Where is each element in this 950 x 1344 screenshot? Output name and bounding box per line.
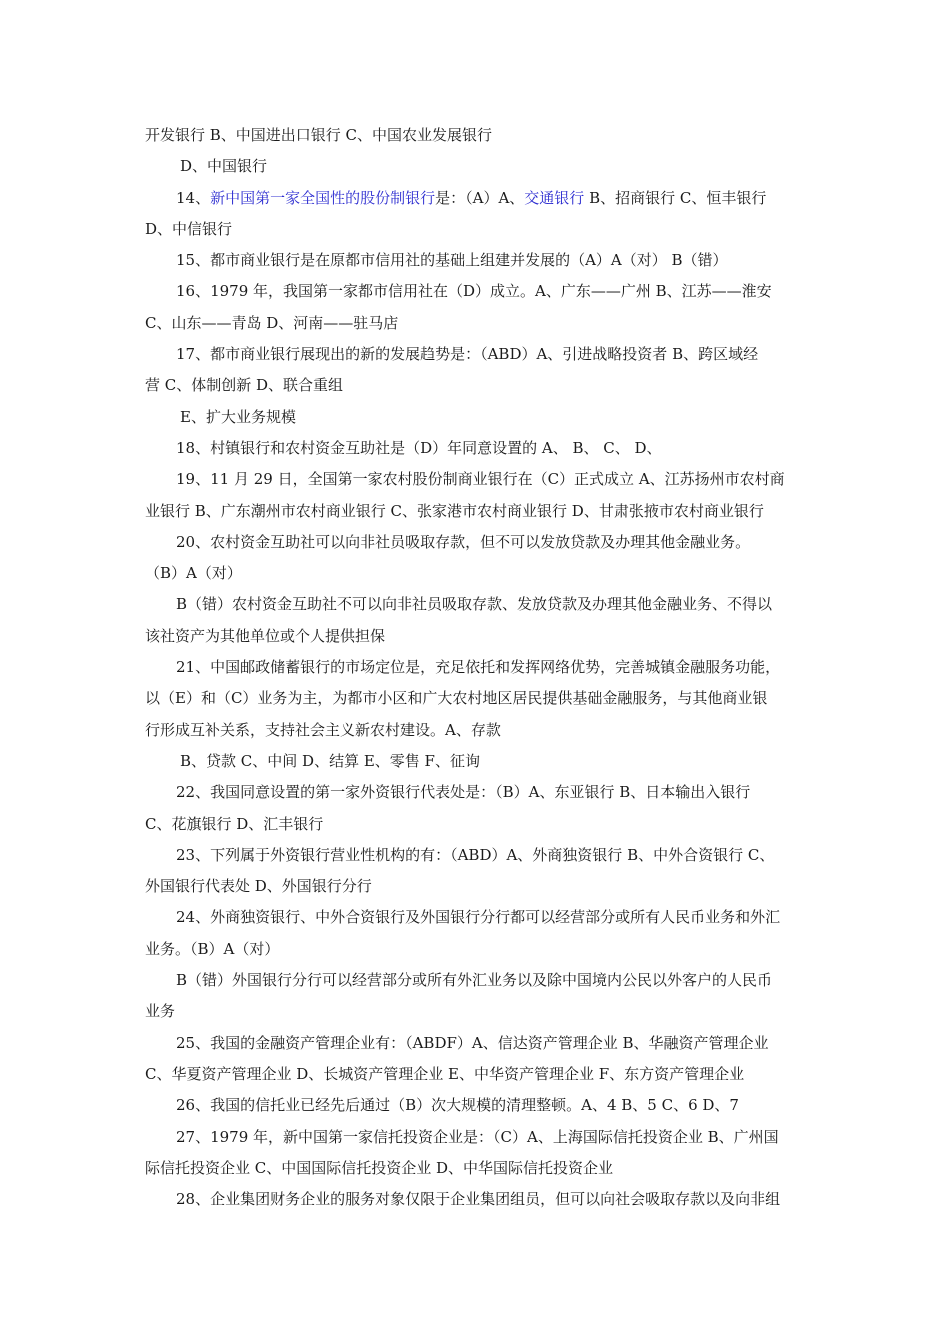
text-line: C、花旗银行 D、汇丰银行	[145, 814, 324, 833]
text-line: 以（E）和（C）业务为主，为都市小区和广大农村地区居民提供基础金融服务，与其他商业银	[145, 689, 768, 708]
text-line: E、扩大业务规模	[180, 407, 296, 426]
text-line: 业务。（B）A（对）	[145, 939, 280, 958]
text-line: 27、1979 年，新中国第一家信托投资企业是：（C）A、上海国际信托投资企业 B、广州国	[176, 1127, 779, 1146]
text-line: C、华夏资产管理企业 D、长城资产管理企业 E、中华资产管理企业 F、东方资产管理企业	[145, 1064, 745, 1083]
text-line: 23、下列属于外资银行营业性机构的有：（ABD）A、外商独资银行 B、中外合资银行 C、	[176, 845, 775, 864]
hyperlink-joint-stock-bank[interactable]: 新中国第一家全国性的股份制银行	[210, 188, 436, 207]
text-line: 际信托投资企业 C、中国国际信托投资企业 D、中华国际信托投资企业	[145, 1158, 614, 1177]
text-line: 22、我国同意设置的第一家外资银行代表处是：（B）A、东亚银行 B、日本输出入银行	[176, 783, 751, 802]
text-line: 21、中国邮政储蓄银行的市场定位是，充足依托和发挥网络优势，完善城镇金融服务功能，	[176, 658, 781, 677]
text-line: 15、都市商业银行是在原都市信用社的基础上组建并发展的（A）A（对） B（错）	[176, 251, 728, 270]
text-line: 该社资产为其他单位或个人提供担保	[145, 626, 386, 645]
question-14-line	[145, 183, 850, 214]
text-line: B（错）农村资金互助社不可以向非社员吸取存款、发放贷款及办理其他金融业务、不得以	[176, 595, 773, 614]
text-line: 业银行 B、广东潮州市农村商业银行 C、张家港市农村商业银行 D、甘肃张掖市农村商业银行	[145, 501, 764, 520]
text-line: 26、我国的信托业已经先后通过（B）次大规模的清理整顿。A、4 B、5 C、6 D、7	[176, 1096, 739, 1115]
text-line: D、中信银行	[145, 219, 233, 238]
text-line: （B）A（对）	[145, 564, 242, 583]
text-line: 业务	[145, 1002, 176, 1021]
text-line: 19、11 月 29 日，全国第一家农村股份制商业银行在（C）正式成立 A、江苏扬州市农村商	[176, 470, 785, 489]
document-body	[145, 120, 850, 1215]
text-segment: B、招商银行 C、恒丰银行	[584, 188, 767, 207]
text-line: 28、企业集团财务企业的服务对象仅限于企业集团组员，但可以向社会吸取存款以及向非组	[176, 1190, 781, 1209]
text-line: 行形成互补关系，支持社会主义新农村建设。A、存款	[145, 720, 501, 739]
text-line: B、贷款 C、中间 D、结算 E、零售 F、征询	[180, 751, 480, 770]
text-segment: 14、	[176, 188, 211, 207]
text-line: 20、农村资金互助社可以向非社员吸取存款，但不可以发放贷款及办理其他金融业务。	[176, 532, 751, 551]
text-line: D、中国银行	[180, 157, 268, 176]
text-line: 外国银行代表处 D、外国银行分行	[145, 877, 372, 896]
text-segment: 是：（A）A、	[435, 188, 525, 207]
text-line: 16、1979 年，我国第一家都市信用社在（D）成立。A、广东——广州 B、江苏——淮安	[176, 282, 772, 301]
text-line: C、山东——青岛 D、河南——驻马店	[145, 313, 399, 332]
text-line: 开发银行 B、中国进出口银行 C、中国农业发展银行	[145, 126, 493, 144]
text-line: 25、我国的金融资产管理企业有：（ABDF）A、信达资产管理企业 B、华融资产管理企业	[176, 1033, 769, 1052]
text-line: 18、村镇银行和农村资金互助社是（D）年同意设置的 A、 B、 C、 D、	[176, 438, 662, 457]
text-line: 17、都市商业银行展现出的新的发展趋势是：（ABD）A、引进战略投资者 B、跨区域经	[176, 345, 759, 364]
text-line: 营 C、体制创新 D、联合重组	[145, 376, 344, 395]
hyperlink-bank-of-communications[interactable]: 交通银行	[524, 188, 585, 207]
text-line: 24、外商独资银行、中外合资银行及外国银行分行都可以经营部分或所有人民币业务和外汇	[176, 908, 781, 927]
text-line: B（错）外国银行分行可以经营部分或所有外汇业务以及除中国境内公民以外客户的人民币	[176, 971, 773, 990]
